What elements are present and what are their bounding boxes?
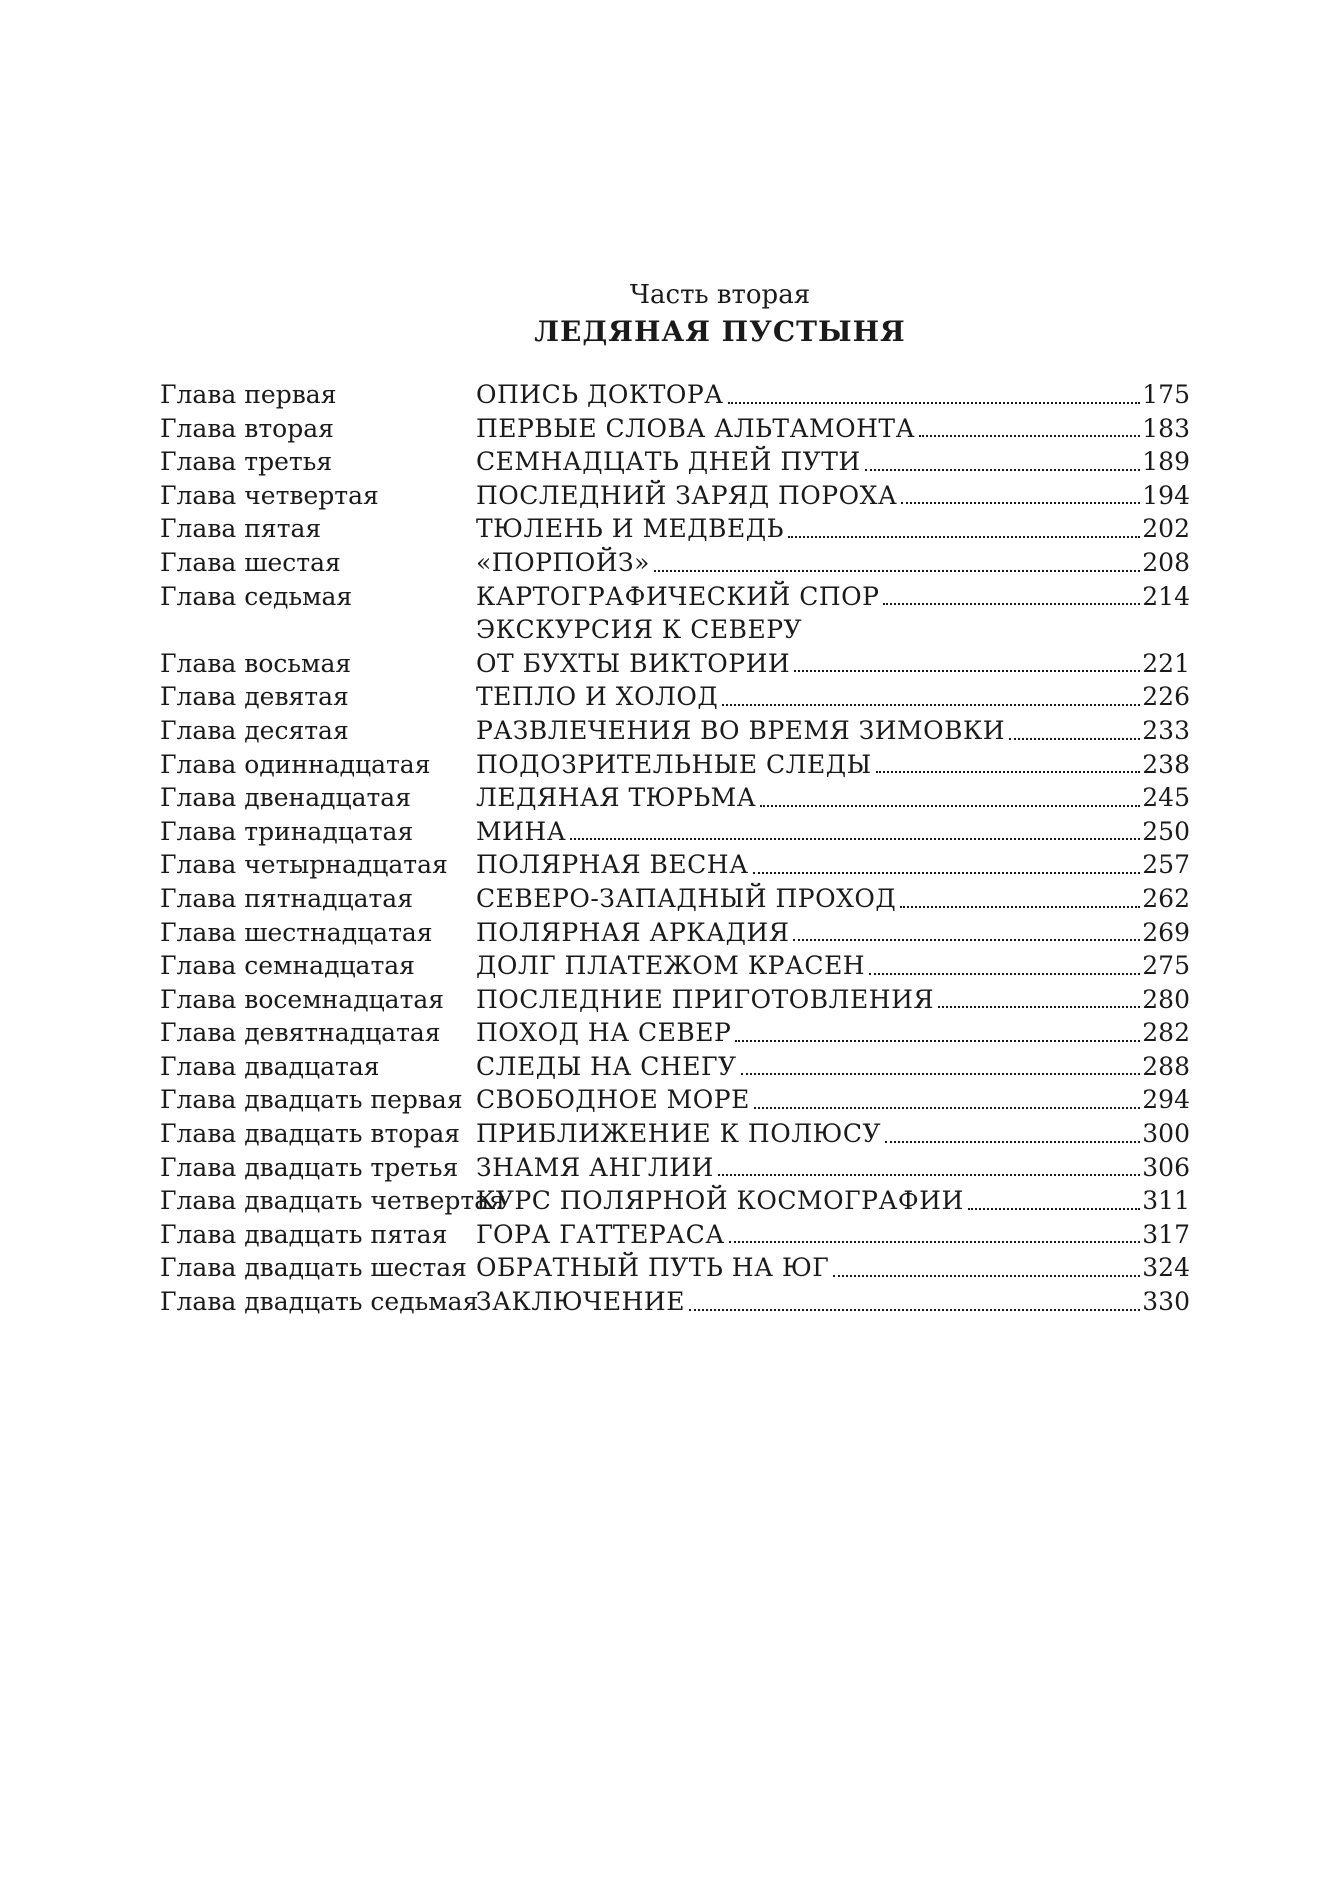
chapter-title-cell [476, 983, 1190, 1017]
chapter-label: Глава двадцатая [160, 1051, 380, 1081]
chapter-label: Глава шестнадцатая [160, 917, 433, 947]
page-number: 288 [1142, 1051, 1190, 1081]
chapter-label: Глава одиннадцатая [160, 749, 431, 779]
chapter-title: ПОСЛЕДНИЙ ЗАРЯД ПОРОХА [476, 480, 898, 510]
chapter-label: Глава вторая [160, 413, 334, 443]
chapter-label: Глава восемнадцатая [160, 984, 445, 1014]
chapter-title-cell [476, 445, 1190, 479]
chapter-title-cell [476, 1218, 1190, 1252]
chapter-title-cell [476, 1083, 1190, 1117]
dot-leader [735, 1040, 1140, 1042]
chapter-title: КАРТОГРАФИЧЕСКИЙ СПОР [476, 581, 880, 611]
toc-entry[interactable] [160, 748, 1190, 782]
toc-entry[interactable] [160, 949, 1190, 983]
chapter-label: Глава двадцать третья [160, 1152, 459, 1182]
dot-leader [919, 435, 1140, 437]
chapter-title-cell [476, 479, 1190, 513]
chapter-label: Глава пятая [160, 514, 322, 544]
toc-entry[interactable] [160, 848, 1190, 882]
page-number: 282 [1142, 1018, 1190, 1048]
page-number: 250 [1142, 816, 1190, 846]
chapter-title-cell [476, 916, 1190, 950]
chapter-label: Глава двадцать первая [160, 1085, 463, 1115]
chapter-label: Глава первая [160, 380, 337, 409]
toc-entry[interactable] [160, 1184, 1190, 1218]
chapter-title: ПОЛЯРНАЯ ВЕСНА [476, 850, 749, 880]
chapter-title: ОПИСЬ ДОКТОРА [476, 380, 724, 409]
chapter-label: Глава седьмая [160, 581, 353, 611]
chapter-title: ДОЛГ ПЛАТЕЖОМ КРАСЕН [476, 951, 866, 981]
toc-entry[interactable] [160, 1151, 1190, 1185]
chapter-title-cell [476, 815, 1190, 849]
page-number: 214 [1142, 581, 1190, 611]
dot-leader [570, 838, 1140, 840]
toc-entry[interactable] [160, 1285, 1190, 1319]
part-label: Часть вторая [629, 280, 811, 310]
dot-leader [729, 1241, 1141, 1243]
page-number: 257 [1142, 850, 1190, 880]
chapter-title-cell [476, 680, 1190, 714]
page-number: 280 [1142, 984, 1190, 1014]
chapter-label: Глава двадцать шестая [160, 1253, 467, 1283]
chapter-title: ТЮЛЕНЬ И МЕДВЕДЬ [476, 514, 784, 544]
chapter-title: ЗНАМЯ АНГЛИИ [476, 1152, 714, 1182]
dot-leader [885, 1141, 1140, 1143]
dot-leader [753, 872, 1141, 874]
chapter-title: СЛЕДЫ НА СНЕГУ [476, 1051, 737, 1081]
toc-entry[interactable] [160, 1218, 1190, 1252]
page-number: 175 [1142, 380, 1190, 409]
dot-leader [938, 1006, 1140, 1008]
dot-leader [718, 1174, 1140, 1176]
chapter-label: Глава двадцать четвертая [160, 1186, 505, 1216]
chapter-label: Глава третья [160, 447, 333, 477]
chapter-title: ОБРАТНЫЙ ПУТЬ НА ЮГ [476, 1253, 830, 1283]
toc-entry[interactable] [160, 580, 1190, 614]
chapter-label: Глава тринадцатая [160, 816, 414, 846]
page-number: 306 [1142, 1152, 1190, 1182]
chapter-title-cell [476, 1016, 1190, 1050]
toc-entry[interactable] [160, 714, 1190, 748]
toc-entry[interactable] [160, 412, 1190, 446]
chapter-title-cell [476, 781, 1190, 815]
chapter-title-cell [476, 580, 1190, 614]
chapter-label: Глава восьмая [160, 648, 352, 678]
page-number: 300 [1142, 1119, 1190, 1149]
chapter-title-cell [476, 613, 1190, 680]
chapter-label: Глава четвертая [160, 480, 379, 510]
dot-leader [794, 670, 1140, 672]
chapter-label: Глава девятая [160, 682, 349, 712]
chapter-label: Глава девятнадцатая [160, 1018, 441, 1048]
chapter-title: ОТ БУХТЫ ВИКТОРИИ [476, 648, 791, 678]
chapter-title: КУРС ПОЛЯРНОЙ КОСМОГРАФИИ [476, 1186, 964, 1216]
dot-leader [1009, 738, 1140, 740]
toc-entry[interactable] [160, 479, 1190, 513]
page-number: 233 [1142, 715, 1190, 745]
chapter-label: Глава четырнадцатая [160, 850, 448, 880]
toc-entry[interactable] [160, 1083, 1190, 1117]
chapter-title-line-1: ЭКСКУРСИЯ К СЕВЕРУ [476, 615, 803, 645]
chapter-title: ПЕРВЫЕ СЛОВА АЛЬТАМОНТА [476, 413, 916, 443]
dot-leader [722, 704, 1140, 706]
page-number: 317 [1142, 1219, 1190, 1249]
chapter-title-line-2 [476, 647, 1190, 681]
dot-leader [901, 502, 1140, 504]
toc-entry[interactable] [160, 815, 1190, 849]
chapter-title-cell [476, 882, 1190, 916]
toc-entry[interactable] [160, 882, 1190, 916]
table-of-contents [160, 378, 1190, 1319]
dot-leader [968, 1208, 1141, 1210]
chapter-title-cell [476, 546, 1190, 580]
page-number: 208 [1142, 547, 1190, 577]
toc-entry[interactable] [160, 781, 1190, 815]
toc-entry[interactable] [160, 1251, 1190, 1285]
dot-leader [865, 469, 1141, 471]
toc-entry[interactable] [160, 546, 1190, 580]
chapter-title-cell [476, 412, 1190, 446]
page-number: 330 [1142, 1287, 1190, 1317]
dot-leader [654, 570, 1140, 572]
dot-leader [788, 536, 1140, 538]
dot-leader [793, 939, 1140, 941]
chapter-label: Глава двадцать вторая [160, 1119, 461, 1149]
chapter-title: «ПОРПОЙЗ» [476, 547, 650, 577]
chapter-title: ПОХОД НА СЕВЕР [476, 1018, 732, 1048]
chapter-title: СЕМНАДЦАТЬ ДНЕЙ ПУТИ [476, 447, 861, 477]
chapter-title-cell [476, 1117, 1190, 1151]
page-number: 238 [1142, 749, 1190, 779]
dot-leader [833, 1275, 1140, 1277]
chapter-title-cell [476, 714, 1190, 748]
chapter-label: Глава шестая [160, 547, 341, 577]
page-number: 194 [1142, 480, 1190, 510]
dot-leader [741, 1073, 1141, 1075]
page-number: 262 [1142, 883, 1190, 913]
toc-entry[interactable] [160, 1117, 1190, 1151]
page-number: 294 [1142, 1085, 1190, 1115]
toc-entry[interactable] [160, 916, 1190, 950]
page-number: 324 [1142, 1253, 1190, 1283]
chapter-label: Глава двадцать седьмая [160, 1287, 479, 1317]
page-number: 311 [1142, 1186, 1190, 1216]
toc-page [160, 278, 1190, 1319]
dot-leader [869, 973, 1140, 975]
page-number: 221 [1142, 648, 1190, 678]
toc-entry[interactable] [160, 613, 1190, 680]
page-number: 269 [1142, 917, 1190, 947]
dot-leader [876, 771, 1141, 773]
dot-leader [689, 1309, 1140, 1311]
toc-entry[interactable] [160, 680, 1190, 714]
part-title: ЛЕДЯНАЯ ПУСТЫНЯ [534, 315, 906, 348]
chapter-title: ТЕПЛО И ХОЛОД [476, 682, 719, 712]
page-number: 245 [1142, 783, 1190, 813]
chapter-title-cell [476, 1151, 1190, 1185]
chapter-label: Глава пятнадцатая [160, 883, 413, 913]
chapter-title: ПОДОЗРИТЕЛЬНЫЕ СЛЕДЫ [476, 749, 872, 779]
chapter-title: СЕВЕРО-ЗАПАДНЫЙ ПРОХОД [476, 883, 897, 913]
dot-leader [883, 603, 1140, 605]
chapter-title: ПОСЛЕДНИЕ ПРИГОТОВЛЕНИЯ [476, 984, 935, 1014]
chapter-title-cell [476, 1184, 1190, 1218]
chapter-label: Глава двенадцатая [160, 783, 411, 813]
chapter-title: ЗАКЛЮЧЕНИЕ [476, 1287, 685, 1317]
chapter-title-cell [476, 748, 1190, 782]
toc-entry[interactable] [160, 1050, 1190, 1084]
chapter-label: Глава семнадцатая [160, 951, 415, 981]
chapter-title-cell [476, 1251, 1190, 1285]
toc-entry[interactable] [160, 1016, 1190, 1050]
toc-entry[interactable] [160, 445, 1190, 479]
chapter-title-cell [476, 848, 1190, 882]
chapter-title: ГОРА ГАТТЕРАСА [476, 1219, 725, 1249]
chapter-title: СВОБОДНОЕ МОРЕ [476, 1085, 750, 1115]
page-number: 275 [1142, 951, 1190, 981]
chapter-label: Глава десятая [160, 715, 349, 745]
toc-entry[interactable] [160, 378, 1190, 412]
chapter-title-cell [476, 378, 1190, 412]
chapter-title: ПРИБЛИЖЕНИЕ К ПОЛЮСУ [476, 1119, 882, 1149]
dot-leader [728, 402, 1141, 404]
page-number: 202 [1142, 514, 1190, 544]
dot-leader [760, 805, 1140, 807]
chapter-title: ЛЕДЯНАЯ ТЮРЬМА [476, 783, 757, 813]
page-number: 183 [1142, 413, 1190, 443]
toc-entry[interactable] [160, 983, 1190, 1017]
page-number: 226 [1142, 682, 1190, 712]
chapter-title: МИНА [476, 816, 567, 846]
page-number: 189 [1142, 447, 1190, 477]
chapter-title-cell [476, 1050, 1190, 1084]
chapter-title: ПОЛЯРНАЯ АРКАДИЯ [476, 917, 790, 947]
dot-leader [754, 1107, 1140, 1109]
chapter-title-cell [476, 512, 1190, 546]
chapter-title-cell [476, 949, 1190, 983]
chapter-title-cell [476, 1285, 1190, 1319]
chapter-label: Глава двадцать пятая [160, 1219, 448, 1249]
dot-leader [900, 906, 1140, 908]
chapter-title: РАЗВЛЕЧЕНИЯ ВО ВРЕМЯ ЗИМОВКИ [476, 715, 1006, 745]
toc-entry[interactable] [160, 512, 1190, 546]
